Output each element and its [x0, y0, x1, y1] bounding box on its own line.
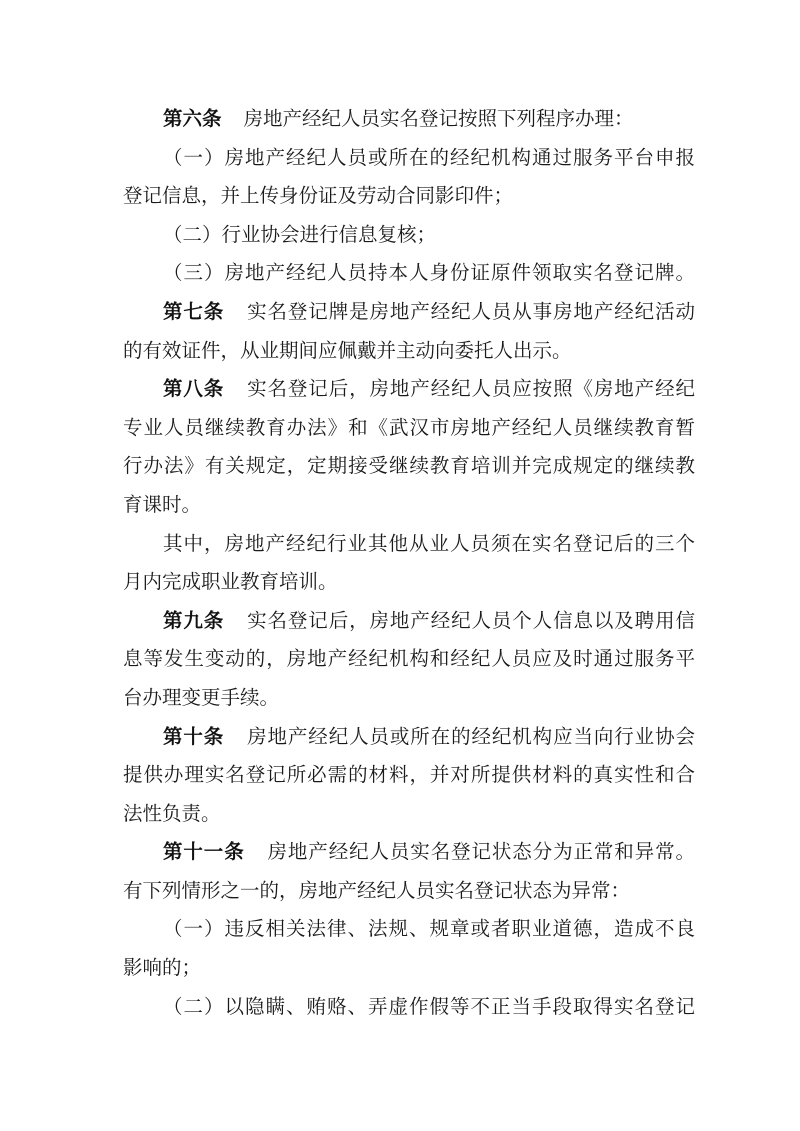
article-11-item-2	[123, 992, 695, 1031]
text-line: 有下列情形之一的，房地产经纪人员实名登记状态为异常：	[123, 878, 631, 902]
article-11-item-1	[123, 914, 695, 991]
text-line: 登记信息，并上传身份证及劳动合同影印件；	[123, 184, 514, 208]
article-text: 房地产经纪人员实名登记按照下列程序办理：	[243, 107, 634, 130]
text-line: 息等发生变动的，房地产经纪机构和经纪人员应及时通过服务平	[123, 647, 695, 671]
document-body	[123, 104, 695, 1030]
text-line: 影响的；	[123, 956, 202, 980]
article-text: 房地产经纪人员或所在的经纪机构应当向行业协会	[246, 724, 695, 748]
text-line: （三）房地产经纪人员持本人身份证原件领取实名登记牌。	[163, 261, 695, 285]
text-line: （一）违反相关法律、法规、规章或者职业道德，造成不良	[163, 917, 695, 941]
article-9	[123, 606, 695, 722]
article-label: 第七条	[163, 299, 225, 323]
article-label: 第八条	[163, 377, 225, 401]
article-11	[123, 837, 695, 914]
text-line: （二）以隐瞒、贿赂、弄虚作假等不正当手段取得实名登记	[163, 994, 695, 1018]
text-line: 台办理变更手续。	[123, 685, 280, 709]
article-text: 实名登记牌是房地产经纪人员从事房地产经纪活动	[246, 299, 695, 323]
article-10	[123, 722, 695, 838]
article-8	[123, 374, 695, 528]
article-label: 第十一条	[163, 840, 245, 864]
text-line: 月内完成职业教育培训。	[123, 570, 338, 594]
article-6-item-3	[123, 258, 695, 297]
article-text: 实名登记后，房地产经纪人员个人信息以及聘用信	[246, 608, 695, 632]
article-6-item-2	[123, 220, 695, 259]
article-6-item-1	[123, 143, 695, 220]
text-line: 育课时。	[123, 492, 202, 516]
text-line: （二）行业协会进行信息复核；	[163, 222, 437, 246]
article-6	[123, 104, 695, 143]
text-line: 的有效证件，从业期间应佩戴并主动向委托人出示。	[123, 338, 572, 362]
article-label: 第十条	[163, 724, 225, 748]
article-label: 第六条	[163, 107, 222, 130]
text-line: 专业人员继续教育办法》和《武汉市房地产经纪人员继续教育暂	[123, 415, 695, 439]
text-line: 法性负责。	[123, 801, 221, 825]
article-8-paragraph-2	[123, 529, 695, 606]
article-text: 实名登记后，房地产经纪人员应按照《房地产经纪	[246, 377, 695, 401]
text-line: 提供办理实名登记所必需的材料，并对所提供材料的真实性和合	[123, 763, 695, 787]
text-line: 其中，房地产经纪行业其他从业人员须在实名登记后的三个	[163, 531, 695, 555]
article-label: 第九条	[163, 608, 225, 632]
article-7	[123, 297, 695, 374]
article-text: 房地产经纪人员实名登记状态分为正常和异常。	[266, 840, 695, 864]
text-line: （一）房地产经纪人员或所在的经纪机构通过服务平台申报	[163, 145, 695, 169]
text-line: 行办法》有关规定，定期接受继续教育培训并完成规定的继续教	[123, 454, 695, 478]
